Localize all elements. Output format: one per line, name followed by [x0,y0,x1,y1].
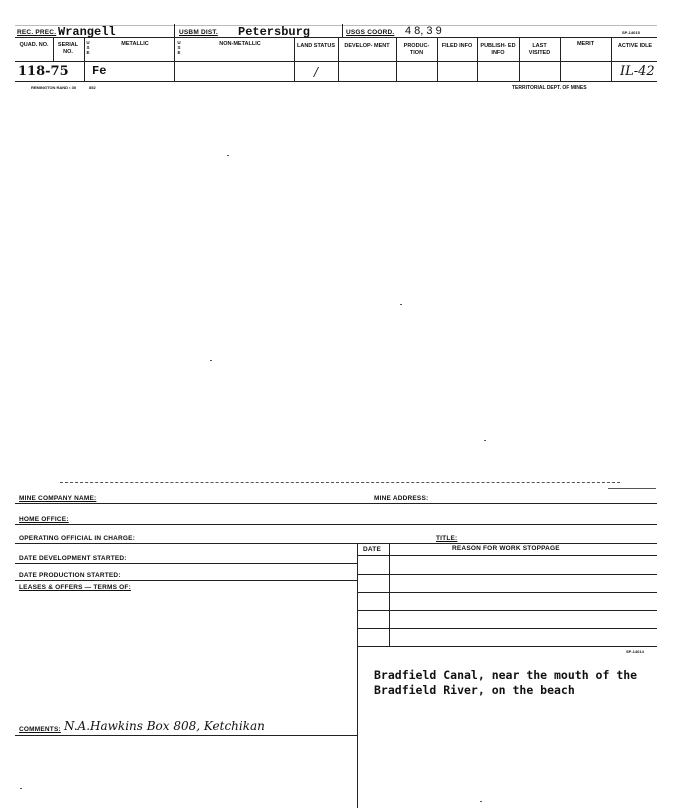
rule [174,37,175,81]
usgs-coord-label: USGS COORD. [346,29,395,36]
operating-official-label: OPERATING OFFICIAL IN CHARGE: [19,535,136,542]
rule [15,580,357,581]
header-use: U S E [177,40,181,55]
rule [15,543,657,544]
scan-speck [20,788,22,789]
scan-speck [210,360,212,361]
rec-prec-value: Wrangell [58,25,116,39]
printer-code: 852 [89,85,96,90]
active-idle-value: IL-42 [620,64,655,79]
rule [519,37,520,81]
header-development: DEVELOP- MENT [344,43,390,49]
rule [15,524,657,525]
header-last-visited: LAST VISITED [528,43,551,56]
header-metallic: METALLIC [121,41,149,47]
scan-speck [484,440,486,441]
reason-column-header: REASON FOR WORK STOPPAGE [452,545,560,552]
rule [15,81,657,82]
rule [357,610,657,611]
usgs-coord-value: 4 8, 3 9 [405,25,442,37]
land-status-value: / [314,65,319,79]
scan-speck [480,801,482,802]
rule [15,735,357,736]
header-non-metallic: NON-METALLIC [219,41,261,47]
date-development-label: DATE DEVELOPMENT STARTED: [19,555,127,562]
rule [357,592,657,593]
title-label: TITLE: [436,535,458,542]
printer-mark: REMINGTON RAND • 30 [31,85,77,90]
scan-speck [400,304,402,305]
rule [338,37,339,81]
location-line-1: Bradfield Canal, near the mouth of the [374,668,638,682]
rule [357,574,657,575]
rule [357,628,657,629]
rule [294,37,295,81]
header-quad-no: QUAD. NO. [19,42,49,48]
home-office-label: HOME OFFICE: [19,516,69,523]
rule [396,37,397,81]
location-line-2: Bradfield River, on the beach [374,683,575,697]
rule [477,37,478,81]
header-land-status: LAND STATUS [297,43,335,49]
quad-serial-value: 118-75 [18,64,69,79]
form-number: SP-14015 [622,30,640,35]
header-merit: MERIT [576,41,595,47]
mine-company-label: MINE COMPANY NAME: [19,495,97,502]
form-number: SP-14014 [626,649,644,654]
rule [357,543,358,808]
comments-value: N.A.Hawkins Box 808, Ketchikan [64,719,265,733]
rule [389,543,390,646]
header-serial-no: SERIAL NO. [57,42,79,55]
rule [611,37,612,81]
rule [437,37,438,81]
leases-offers-label: LEASES & OFFERS — TERMS OF: [19,584,131,591]
mine-address-label: MINE ADDRESS: [374,495,429,502]
scan-speck [227,155,229,156]
date-production-label: DATE PRODUCTION STARTED: [19,572,121,579]
rule [357,555,657,556]
header-published-info: PUBLISH- ED INFO [480,43,516,56]
dept-footer: TERRITORIAL DEPT. OF MINES [512,85,587,91]
date-column-header: DATE [363,546,382,553]
rule [342,24,343,37]
header-active-idle: ACTIVE IDLE [617,43,653,49]
rec-prec-label: REC. PREC. [17,29,57,36]
rule [15,563,357,564]
rule [357,646,657,647]
header-production: PRODUC- TION [403,43,430,56]
rule [15,503,657,504]
rule [174,24,175,37]
header-filed-info: FILED INFO [441,43,473,49]
usbm-dist-value: Petersburg [238,25,311,39]
card-edge [60,482,620,483]
usbm-dist-label: USBM DIST. [179,29,218,36]
card-edge [608,488,656,489]
metallic-value: Fe [92,64,107,78]
header-use: U S E [86,40,90,55]
rule [560,37,561,81]
comments-label: COMMENTS: [19,726,61,733]
